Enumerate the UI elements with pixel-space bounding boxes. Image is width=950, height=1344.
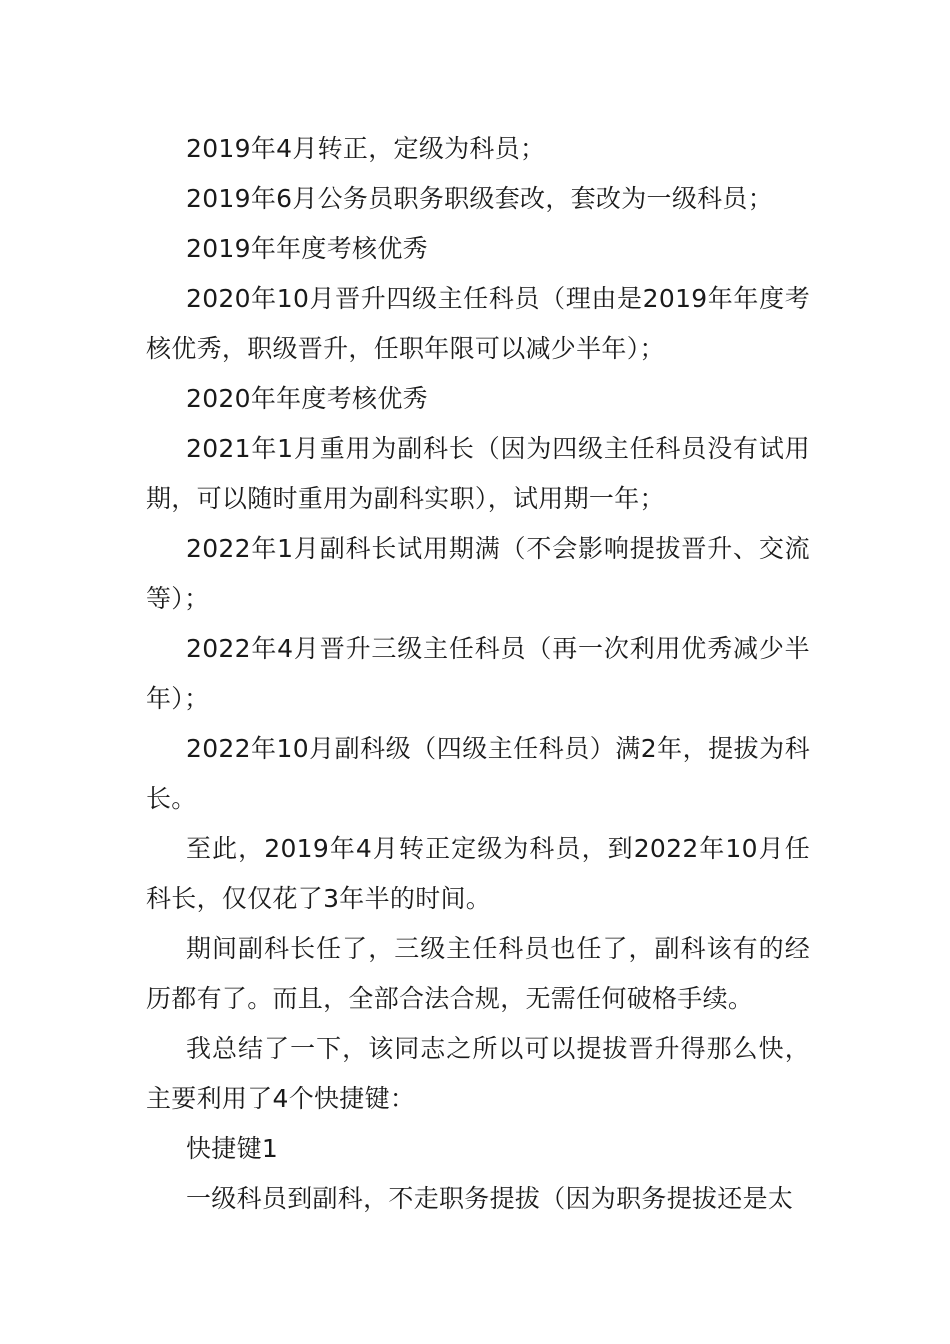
paragraph-shortcuts-intro: 我总结了一下，该同志之所以可以提拔晋升得那么快，主要利用了4个快捷键： (146, 1034, 810, 1113)
paragraph-2022-october: 2022年10月副科级（四级主任科员）满2年，提拔为科长。 (146, 734, 810, 813)
paragraph-shortcut-1-heading: 快捷键1 (186, 1134, 279, 1163)
paragraph-experience: 期间副科长任了，三级主任科员也任了，副科该有的经历都有了。而且，全部合法合规，无需任何破格手续。 (146, 934, 810, 1013)
paragraph-shortcut-1-body: 一级科员到副科，不走职务提拔（因为职务提拔还是太 (186, 1184, 794, 1213)
paragraph-2020-october: 2020年10月晋升四级主任科员（理由是2019年年度考核优秀，职级晋升，任职年限可以减少半年）； (146, 284, 810, 363)
document-body (146, 124, 810, 1224)
paragraph-2022-april: 2022年4月晋升三级主任科员（再一次利用优秀减少半年）； (146, 634, 810, 713)
paragraph-2019-april: 2019年4月转正，定级为科员； (186, 134, 546, 163)
paragraph-2020-assessment: 2020年年度考核优秀 (186, 384, 428, 413)
paragraph-2019-june: 2019年6月公务员职务职级套改，套改为一级科员； (186, 184, 774, 213)
paragraph-2021-january: 2021年1月重用为副科长（因为四级主任科员没有试用期，可以随时重用为副科实职），试用期一年； (146, 434, 810, 513)
paragraph-summary: 至此，2019年4月转正定级为科员，到2022年10月任科长，仅仅花了3年半的时间。 (146, 834, 810, 913)
paragraph-2019-assessment: 2019年年度考核优秀 (186, 234, 428, 263)
paragraph-2022-january: 2022年1月副科长试用期满（不会影响提拔晋升、交流等）； (146, 534, 810, 613)
